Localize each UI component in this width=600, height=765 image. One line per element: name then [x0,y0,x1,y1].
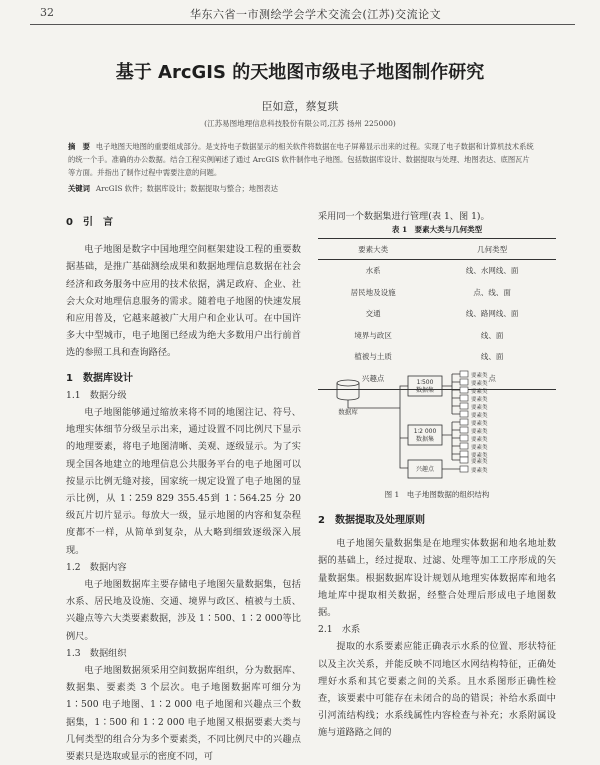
section1-3-heading: 1.3 数据组织 [66,647,127,659]
paper-title: 基于 ArcGIS 的天地图市级电子地图制作研究 [115,62,485,83]
figure-leaf-label: 要素类 [471,437,488,443]
table-row [318,303,556,325]
table-cell: 交通 [365,309,381,319]
keywords-label: 关键词 [68,184,90,193]
table-cell: 点 [428,368,556,390]
section2-text: 电子地图矢量数据集是在地理实体数据和地名地址数据的基础上，经过提取、过滤、处理等加工工序形成的矢量数据集。根据数据库设计规划从地理实体数据库和地名地址库中提取相关数据，经整合处理后形成电子地图数据。 [318,538,556,619]
keywords [68,182,536,195]
table-cell: 线、面 [480,330,504,340]
section2-1-text: 提取的水系要素应能正确表示水系的位置、形状特征以及主次关系，并能反映不同地区水网结构特征，正确处理好水系和其它要素之间的关系。且水系图形正确性检查，该要素中可能存在未闭合的岛的错误；补给水系面中引河流结构线；水系线属性内容检查与补充；水系附属设施与道路路之间的 [318,641,556,739]
figure-leaf-label: 要素类 [471,459,488,465]
table-cell: 线、水网线、面 [465,266,519,276]
table-cell: 居民地及设施 [350,287,396,297]
table-cell: 兴趣点 [318,368,428,390]
table-cell: 线、路网线、面 [465,309,519,319]
authors: 臣如意，蔡复珙 [261,100,339,113]
section2-heading: 2 数据提取及处理原则 [318,515,425,526]
table-cell: 点、线、面 [473,287,511,297]
section2-1-heading: 2.1 水系 [318,624,361,636]
section1-2-text: 电子地图数据库主要存储电子地图矢量数据集，包括水系、居民地及设施、交通、境界与政区、植被与土质、兴趣点等六大类要素数据，涉及 1∶500、1∶2 000等比例尺。 [66,579,301,642]
keywords-text: ArcGIS 软件；数据库设计；数据提取与整合；地图表达 [95,184,278,193]
left-column [66,214,301,765]
figure1-diagram [318,370,556,485]
section1-1-heading: 1.1 数据分级 [66,389,127,401]
figure-leaf-label: 要素类 [471,373,488,379]
intro-text: 电子地图是数字中国地理空间框架建设工程的重要数据基础，是推广基础测绘成果和数据地理信息数据在社会经济和政务服务中应用的技术依据，满足政府、企业、社会大众对地理信息服务的需求。随着电子地图的快速发展和应用普及，它越来越被广大用户和企业认可。在中国许多大中型城市，电子地图已经成为绝大多数用户出行前首选的参照工具和查询路径。 [66,244,301,359]
right-intro [318,208,556,225]
table-header-cell: 要素大类 [318,239,428,260]
right-intro-text: 采用同一个数据集进行管理(表 1、图 1)。 [318,211,490,222]
intro-heading: 0 引 言 [66,217,113,228]
table1 [318,238,556,390]
table-row [318,260,556,282]
figure-leaf-label: 要素类 [471,389,488,395]
figure-root-label: 数据库 [338,408,358,416]
section1-1-text: 电子地图能够通过缩放来将不同的地图注记、符号、地理实体细节分级呈示出来，通过设置不同比例尺下显示的地理要素，将电子地图清晰、美观、逐级显示。为了实现全国各地建立的地理信息公共服务平台的电子地图可以按显示比例无缝对接，国家统一规定设置了电子地图的显示比例，从 1∶259 829 355.45到 1∶564.25 分 20 级瓦片切片显示。每放大一级，显示地图的内容和复杂程度都不一样，从简单到复杂，从大略到细致逐级深入展现。 [66,407,301,556]
table-cell: 线、面 [480,352,504,362]
figure-dataset-label: 1∶500 [416,379,434,386]
figure-dataset-label: 数据集 [415,436,435,443]
section1-heading: 1 数据库设计 [66,372,133,384]
right-column-lower [318,512,556,742]
page-number: 32 [40,6,54,19]
figure-leaf-label: 要素类 [471,429,488,435]
abstract-label: 摘 要 [68,142,90,151]
figure-leaf-label: 要素类 [471,381,488,387]
figure-leaf-label: 要素类 [471,397,488,403]
table-row [318,325,556,347]
figure-dataset-label: 数据集 [415,387,435,394]
section1-3-text: 电子地图数据须采用空间数据库组织，分为数据库、数据集、要素类 3 个层次。电子地图数据库可细分为 1∶500 电子地图、1∶2 000 电子地图和兴趣点三个数据集，1∶500 和 1∶2 000 电子地图又根据要素大类与几何类型的组合分为多个要素类，不同比例尺中的兴趣点要素只是选取或显示的密度不同，可 [66,665,301,763]
figure-leaf-label: 要素类 [471,405,488,411]
figure-dataset-label: 1∶2 000 [413,428,437,435]
figure-dataset-label: 兴趣点 [415,466,435,473]
abstract-text: 电子地图天地图的重要组成部分。是支持电子数据显示的相关软件将数据在电子屏幕显示出来的过程。实现了电子数据和计算机技术系统的统一个手。准确的办公数据。结合工程实例阐述了通过 ArcGIS 软件制作电子地图。包括数据库设计、数据提取与处理、地图表达、底图瓦片等方面。并指出了制作过程中需要注意的问题。 [68,142,534,177]
table-cell: 植被与土质 [354,352,392,362]
table-cell: 水系 [365,266,381,276]
table-row [318,346,556,368]
header-rule [30,24,575,25]
figure-leaf-label: 要素类 [471,468,488,474]
figure-leaf-label: 要素类 [471,453,488,459]
figure-leaf-label: 要素类 [471,421,488,427]
affiliation: (江苏易图地理信息科技股份有限公司,江苏 扬州 225000) [204,119,396,128]
table-cell: 境界与政区 [354,330,392,340]
table-row [318,282,556,304]
figure-leaf-label: 要素类 [471,445,488,451]
abstract [68,140,536,179]
figure-leaf-label: 要素类 [471,413,488,419]
section1-2-heading: 1.2 数据内容 [66,561,127,573]
figure1-caption: 图 1 电子地图数据的组织结构 [384,490,490,499]
table-header-row [318,239,556,260]
running-header: 华东六省一市测绘学会学术交流会(江苏)交流论文 [190,8,442,21]
table-header-cell: 几何类型 [428,239,556,260]
table1-caption: 表 1 要素大类与几何类型 [391,225,483,234]
